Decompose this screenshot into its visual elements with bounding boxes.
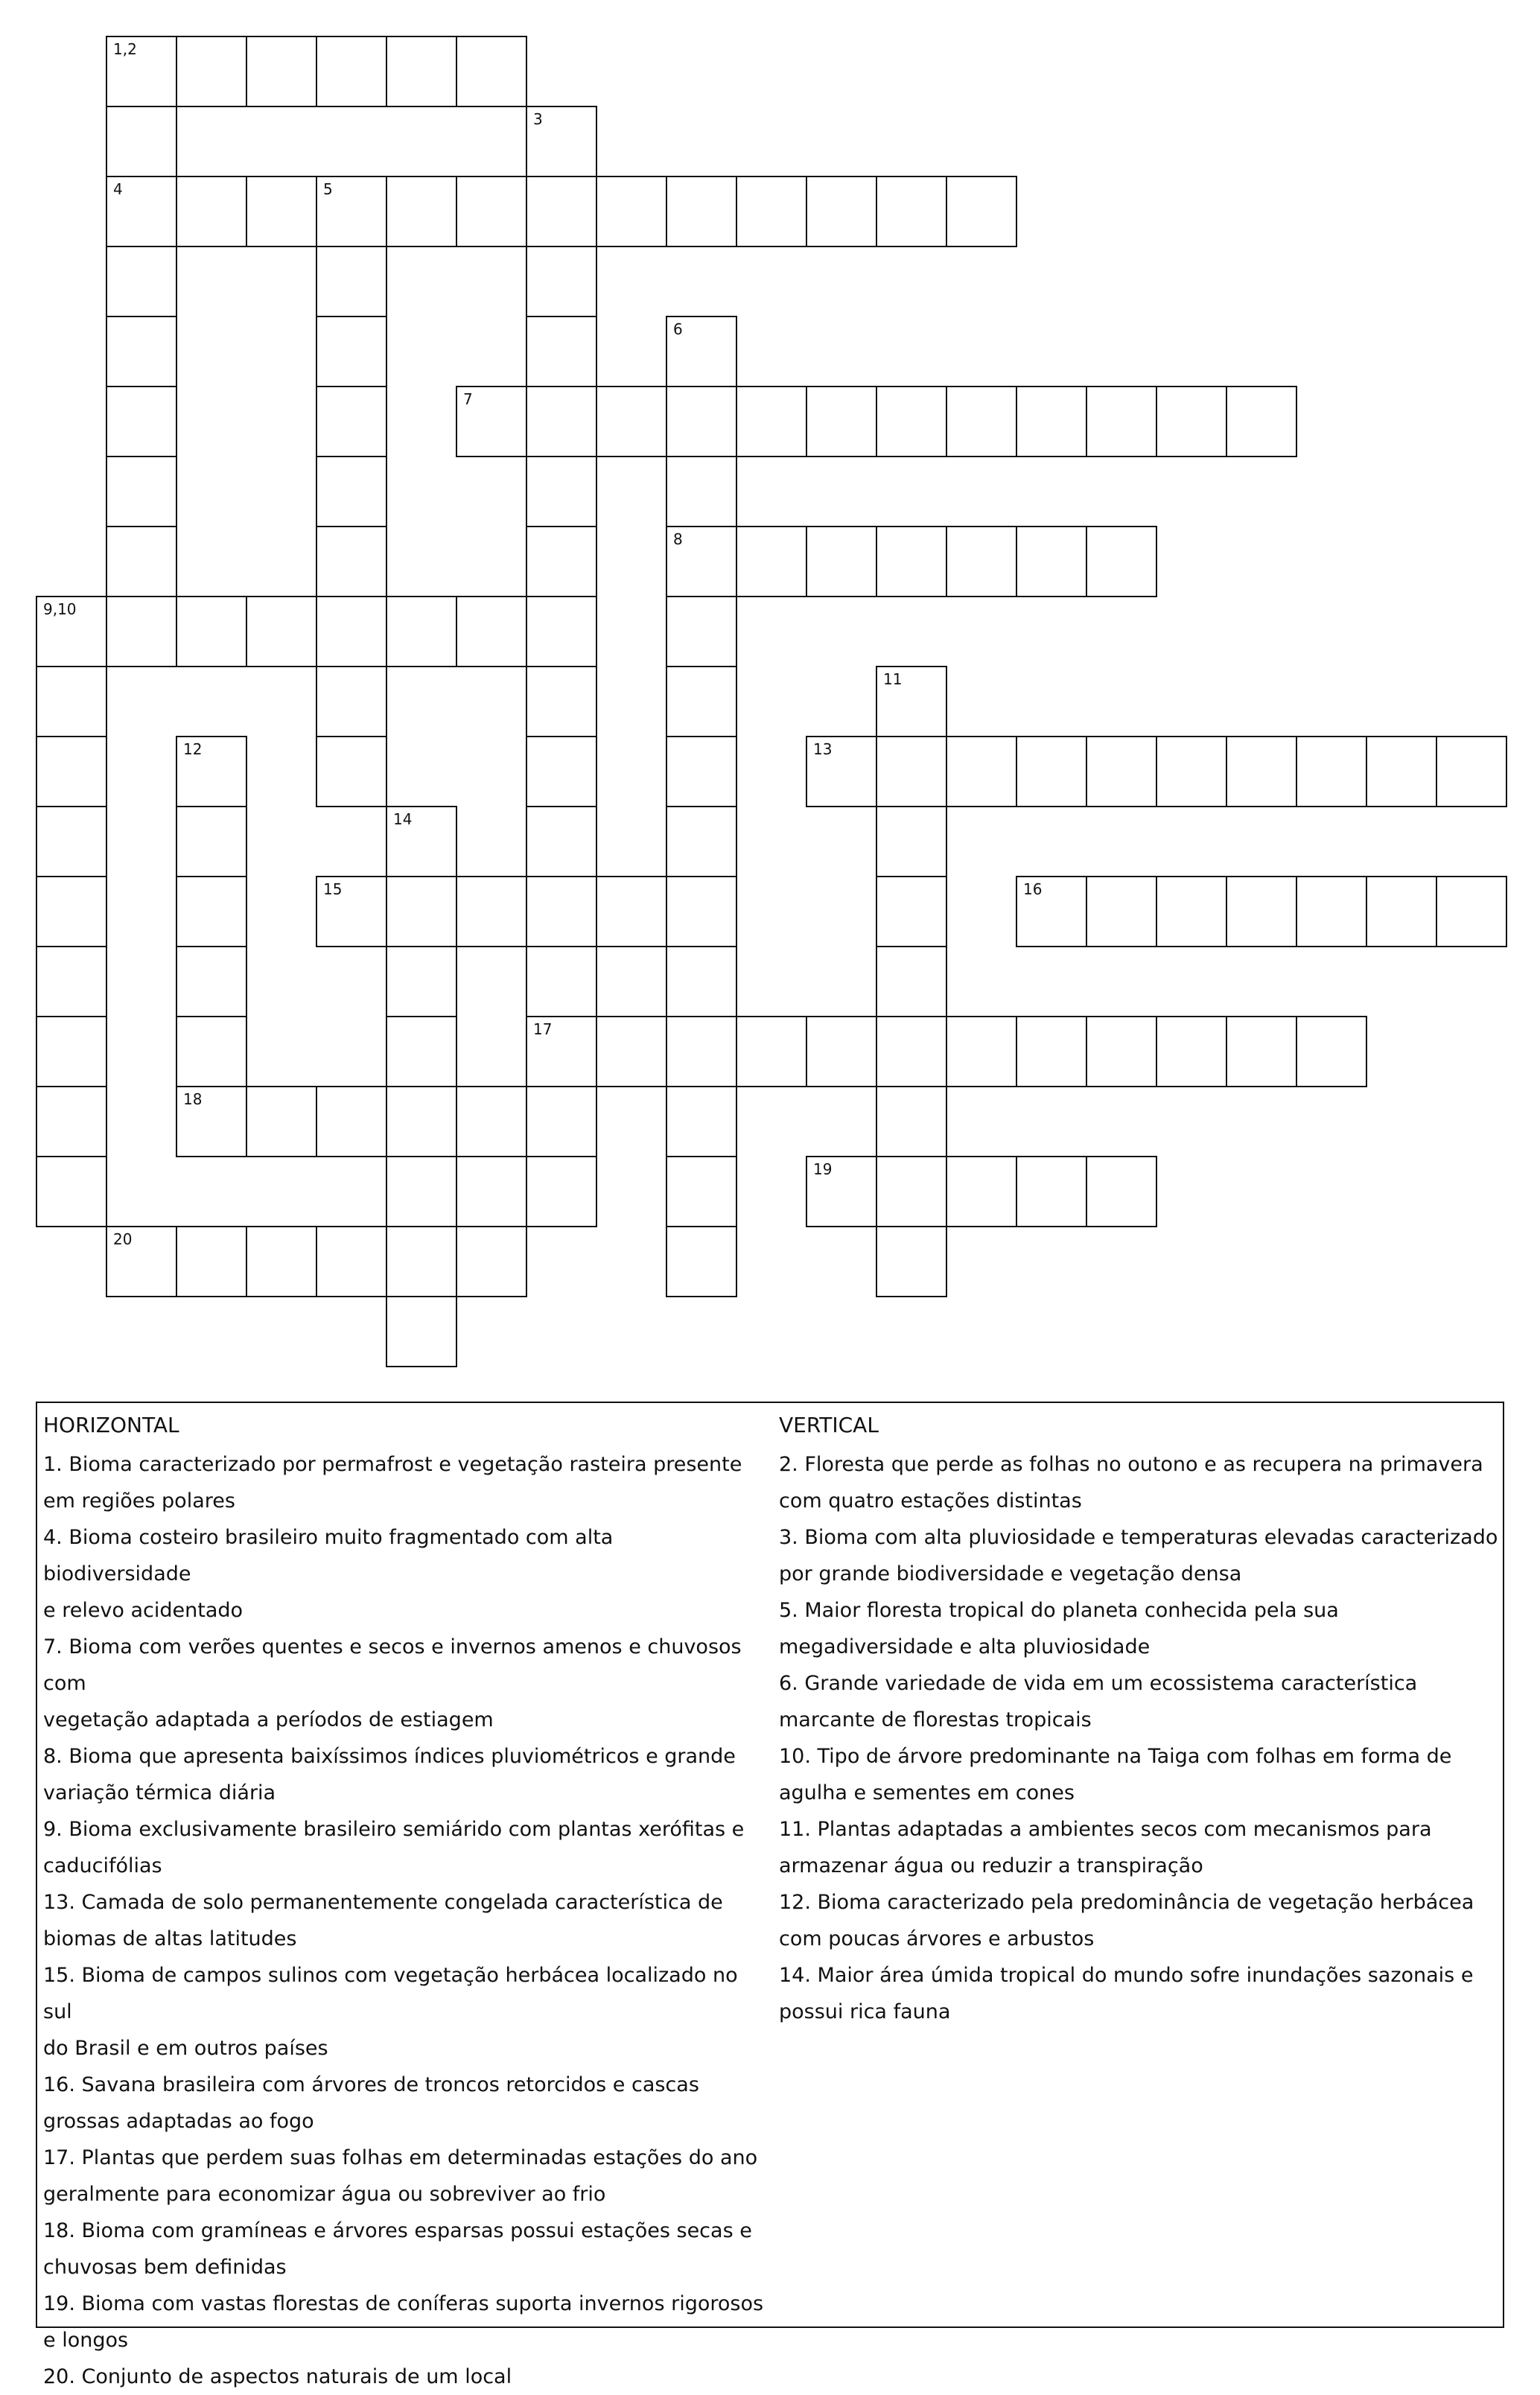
grid-cell[interactable] — [36, 1156, 107, 1227]
clue-number: 3 — [533, 110, 543, 128]
grid-cell[interactable] — [176, 176, 247, 247]
grid-cell[interactable] — [246, 1086, 317, 1157]
grid-cell[interactable] — [1226, 386, 1297, 457]
clue-number: 18 — [183, 1090, 203, 1108]
clue-line: agulha e sementes em cones — [779, 1781, 1075, 1804]
clue-line: 12. Bioma caracterizado pela predominância de vegetação herbácea — [779, 1891, 1474, 1914]
clue-number: 7 — [463, 390, 473, 408]
grid-cell[interactable] — [176, 946, 247, 1017]
grid-cell[interactable] — [316, 36, 387, 107]
vertical-heading: VERTICAL — [779, 1413, 879, 1437]
grid-cell[interactable] — [876, 1226, 947, 1297]
grid-cell[interactable] — [526, 1156, 597, 1227]
clues-box — [36, 1402, 1504, 2388]
grid-cell[interactable] — [456, 596, 527, 667]
grid-cell[interactable] — [316, 316, 387, 387]
grid-cell[interactable] — [316, 176, 387, 247]
grid-cell[interactable] — [36, 946, 107, 1017]
grid-cell[interactable] — [456, 876, 527, 947]
grid-cell[interactable] — [456, 1156, 527, 1227]
grid-cell[interactable] — [666, 456, 737, 527]
clue-number: 1,2 — [113, 40, 137, 58]
clue-line: 16. Savana brasileira com árvores de troncos retorcidos e cascas — [43, 2073, 699, 2096]
grid-cell[interactable] — [596, 176, 667, 247]
clue-line: 14. Maior área úmida tropical do mundo sofre inundações sazonais e — [779, 1964, 1474, 1987]
grid-cell[interactable] — [666, 1226, 737, 1297]
grid-cell[interactable] — [176, 36, 247, 107]
grid-cell[interactable] — [456, 1226, 527, 1297]
grid-cell[interactable] — [736, 176, 807, 247]
grid-cell[interactable] — [1366, 736, 1437, 807]
clue-number: 20 — [113, 1230, 133, 1248]
grid-cell[interactable] — [106, 386, 177, 457]
grid-cell[interactable] — [806, 526, 877, 597]
clue-line: do Brasil e em outros países — [43, 2037, 328, 2060]
clue-line: possui rica fauna — [779, 2000, 951, 2023]
clue-line: 3. Bioma com alta pluviosidade e temperaturas elevadas caracterizado — [779, 1526, 1498, 1549]
grid-cell[interactable] — [1156, 1016, 1227, 1087]
grid-cell[interactable] — [36, 596, 107, 667]
grid-cell[interactable] — [36, 1086, 107, 1157]
clue-line: 18. Bioma com gramíneas e árvores esparsas possui estações secas e — [43, 2219, 752, 2242]
grid-cell[interactable] — [806, 1016, 877, 1087]
grid-cell[interactable] — [176, 1226, 247, 1297]
grid-cell[interactable] — [106, 316, 177, 387]
grid-cell[interactable] — [106, 176, 177, 247]
grid-cell[interactable] — [666, 386, 737, 457]
grid-cell[interactable] — [946, 736, 1017, 807]
clue-line: e relevo acidentado — [43, 1599, 244, 1622]
grid-cell[interactable] — [386, 1226, 457, 1297]
grid-cell[interactable] — [666, 526, 737, 597]
grid-cell[interactable] — [526, 386, 597, 457]
clue-line: 17. Plantas que perdem suas folhas em determinadas estações do ano — [43, 2146, 758, 2169]
clue-number: 8 — [673, 530, 683, 548]
clue-line: marcante de florestas tropicais — [779, 1708, 1092, 1731]
grid-cell[interactable] — [246, 1226, 317, 1297]
grid-cell[interactable] — [316, 1226, 387, 1297]
grid-cell[interactable] — [526, 176, 597, 247]
grid-cell[interactable] — [246, 596, 317, 667]
grid-cell[interactable] — [1366, 876, 1437, 947]
grid-cell[interactable] — [666, 736, 737, 807]
grid-cell[interactable] — [1156, 736, 1227, 807]
grid-cell[interactable] — [386, 806, 457, 877]
grid-cell[interactable] — [316, 1086, 387, 1157]
vertical-clue-list — [779, 1446, 1501, 2030]
grid-cell[interactable] — [1016, 736, 1087, 807]
grid-cell[interactable] — [876, 176, 947, 247]
grid-cell[interactable] — [946, 176, 1017, 247]
grid-cell[interactable] — [666, 1156, 737, 1227]
clue-line: grossas adaptadas ao fogo — [43, 2110, 314, 2133]
clue-line: em regiões polares — [43, 1489, 235, 1513]
grid-cell[interactable] — [526, 946, 597, 1017]
grid-cell[interactable] — [386, 1156, 457, 1227]
grid-cell[interactable] — [106, 246, 177, 317]
clue-number: 4 — [113, 180, 123, 198]
grid-cell[interactable] — [316, 666, 387, 737]
clue-line: vegetação adaptada a períodos de estiagem — [43, 1708, 494, 1731]
clue-number: 9,10 — [43, 600, 77, 618]
grid-cell[interactable] — [526, 106, 597, 177]
grid-cell[interactable] — [666, 1086, 737, 1157]
grid-cell[interactable] — [176, 736, 247, 807]
clue-number: 6 — [673, 320, 683, 338]
clue-line: 10. Tipo de árvore predominante na Taiga com folhas em forma de — [779, 1745, 1452, 1768]
grid-cell[interactable] — [1436, 736, 1507, 807]
grid-cell[interactable] — [316, 736, 387, 807]
grid-cell[interactable] — [1086, 526, 1157, 597]
grid-cell[interactable] — [456, 36, 527, 107]
grid-cell[interactable] — [596, 1016, 667, 1087]
grid-cell[interactable] — [666, 1016, 737, 1087]
grid-cell[interactable] — [106, 36, 177, 107]
grid-cell[interactable] — [106, 106, 177, 177]
grid-cell[interactable] — [316, 526, 387, 597]
vertical-clues-column — [779, 1410, 1501, 2030]
grid-cell[interactable] — [526, 596, 597, 667]
clue-line: por grande biodiversidade e vegetação densa — [779, 1562, 1242, 1585]
grid-cell[interactable] — [1226, 1016, 1297, 1087]
clue-line: variação térmica diária — [43, 1781, 276, 1804]
grid-cell[interactable] — [36, 736, 107, 807]
grid-cell[interactable] — [526, 1086, 597, 1157]
grid-cell[interactable] — [386, 876, 457, 947]
grid-cell[interactable] — [1086, 1016, 1157, 1087]
grid-cell[interactable] — [106, 596, 177, 667]
clue-line: com quatro estações distintas — [779, 1489, 1082, 1513]
grid-cell[interactable] — [526, 526, 597, 597]
grid-cell[interactable] — [806, 386, 877, 457]
grid-cell[interactable] — [876, 666, 947, 737]
grid-cell[interactable] — [876, 736, 947, 807]
grid-cell[interactable] — [526, 1016, 597, 1087]
clue-line: 13. Camada de solo permanentemente congelada característica de — [43, 1891, 723, 1914]
grid-cell[interactable] — [1156, 876, 1227, 947]
grid-cell[interactable] — [36, 806, 107, 877]
grid-cell[interactable] — [246, 36, 317, 107]
clue-line: 9. Bioma exclusivamente brasileiro semiárido com plantas xerófitas e — [43, 1818, 745, 1841]
clue-line: 8. Bioma que apresenta baixíssimos índices pluviométricos e grande — [43, 1745, 736, 1768]
grid-cell[interactable] — [946, 386, 1017, 457]
grid-cell[interactable] — [1156, 386, 1227, 457]
grid-cell[interactable] — [946, 1016, 1017, 1087]
grid-cell[interactable] — [876, 946, 947, 1017]
grid-cell[interactable] — [736, 1016, 807, 1087]
grid-cell[interactable] — [1016, 1156, 1087, 1227]
clue-line: geralmente para economizar água ou sobreviver ao frio — [43, 2183, 606, 2206]
clue-line: 4. Bioma costeiro brasileiro muito fragmentado com alta biodiversidade — [43, 1526, 614, 1585]
grid-cell[interactable] — [456, 1086, 527, 1157]
clue-line: 19. Bioma com vastas florestas de coníferas suporta invernos rigorosos — [43, 2292, 764, 2315]
grid-cell[interactable] — [386, 1296, 457, 1367]
grid-cell[interactable] — [36, 1016, 107, 1087]
clue-number: 16 — [1023, 880, 1043, 898]
grid-cell[interactable] — [526, 456, 597, 527]
clue-line: megadiversidade e alta pluviosidade — [779, 1635, 1151, 1658]
grid-cell[interactable] — [1086, 386, 1157, 457]
grid-cell[interactable] — [106, 1226, 177, 1297]
clue-line: 20. Conjunto de aspectos naturais de um local — [43, 2365, 512, 2388]
grid-cell[interactable] — [876, 526, 947, 597]
clue-number: 15 — [323, 880, 343, 898]
clue-line: caducifólias — [43, 1854, 162, 1877]
clue-number: 19 — [813, 1160, 833, 1178]
clue-number: 17 — [533, 1020, 553, 1038]
horizontal-clue-list — [43, 1446, 766, 2395]
grid-cell[interactable] — [596, 386, 667, 457]
grid-cell[interactable] — [526, 666, 597, 737]
grid-cell[interactable] — [1086, 736, 1157, 807]
grid-cell[interactable] — [1296, 1016, 1367, 1087]
grid-cell[interactable] — [316, 596, 387, 667]
grid-cell[interactable] — [666, 666, 737, 737]
grid-cell[interactable] — [876, 876, 947, 947]
grid-cell[interactable] — [526, 806, 597, 877]
grid-cell[interactable] — [386, 1086, 457, 1157]
clue-number: 11 — [883, 670, 903, 688]
grid-cell[interactable] — [876, 386, 947, 457]
grid-cell[interactable] — [386, 176, 457, 247]
clue-line: 5. Maior floresta tropical do planeta conhecida pela sua — [779, 1599, 1339, 1622]
grid-cell[interactable] — [666, 596, 737, 667]
grid-cell[interactable] — [176, 1086, 247, 1157]
grid-cell[interactable] — [176, 596, 247, 667]
grid-cell[interactable] — [456, 386, 527, 457]
grid-cell[interactable] — [876, 1016, 947, 1087]
grid-cell[interactable] — [736, 386, 807, 457]
grid-cell[interactable] — [106, 526, 177, 597]
clue-line: e longos — [43, 2329, 129, 2352]
clue-line: 1. Bioma caracterizado por permafrost e vegetação rasteira presente — [43, 1453, 742, 1476]
grid-cell[interactable] — [1296, 736, 1367, 807]
grid-cell[interactable] — [176, 806, 247, 877]
grid-cell[interactable] — [106, 456, 177, 527]
grid-cell[interactable] — [1086, 876, 1157, 947]
grid-cell[interactable] — [316, 246, 387, 317]
clue-number: 14 — [393, 810, 413, 828]
grid-cell[interactable] — [316, 456, 387, 527]
clue-line: 7. Bioma com verões quentes e secos e invernos amenos e chuvosos com — [43, 1635, 742, 1695]
grid-cell[interactable] — [176, 1016, 247, 1087]
clue-line: armazenar água ou reduzir a transpiração — [779, 1854, 1203, 1877]
clue-line: chuvosas bem definidas — [43, 2256, 287, 2279]
grid-cell[interactable] — [1226, 876, 1297, 947]
grid-cell[interactable] — [1016, 1016, 1087, 1087]
clue-line: 11. Plantas adaptadas a ambientes secos com mecanismos para — [779, 1818, 1432, 1841]
grid-cell[interactable] — [526, 316, 597, 387]
grid-cell[interactable] — [596, 876, 667, 947]
horizontal-heading: HORIZONTAL — [43, 1413, 179, 1437]
grid-cell[interactable] — [246, 176, 317, 247]
grid-cell[interactable] — [806, 1156, 877, 1227]
clue-line: 2. Floresta que perde as folhas no outono e as recupera na primavera — [779, 1453, 1483, 1476]
clue-line: 6. Grande variedade de vida em um ecossistema característica — [779, 1672, 1418, 1695]
grid-cell[interactable] — [1016, 386, 1087, 457]
grid-cell[interactable] — [1226, 736, 1297, 807]
grid-cell[interactable] — [1016, 876, 1087, 947]
grid-cell[interactable] — [666, 806, 737, 877]
grid-cell[interactable] — [456, 176, 527, 247]
grid-cell[interactable] — [36, 876, 107, 947]
grid-cell[interactable] — [526, 246, 597, 317]
grid-cell[interactable] — [946, 526, 1017, 597]
grid-cell[interactable] — [1436, 876, 1507, 947]
grid-cell[interactable] — [316, 386, 387, 457]
grid-cell[interactable] — [666, 176, 737, 247]
clue-line: com poucas árvores e arbustos — [779, 1927, 1095, 1950]
grid-cell[interactable] — [1086, 1156, 1157, 1227]
grid-cell[interactable] — [386, 596, 457, 667]
grid-cell[interactable] — [36, 666, 107, 737]
grid-cell[interactable] — [316, 876, 387, 947]
grid-cell[interactable] — [1016, 526, 1087, 597]
grid-cell[interactable] — [876, 806, 947, 877]
grid-cell[interactable] — [666, 946, 737, 1017]
grid-cell[interactable] — [1296, 876, 1367, 947]
clue-number: 5 — [323, 180, 333, 198]
grid-cell[interactable] — [736, 526, 807, 597]
grid-cell[interactable] — [946, 1156, 1017, 1227]
grid-cell[interactable] — [666, 316, 737, 387]
clue-line: 15. Bioma de campos sulinos com vegetação herbácea localizado no sul — [43, 1964, 738, 2023]
grid-cell[interactable] — [876, 1086, 947, 1157]
grid-cell[interactable] — [806, 176, 877, 247]
clue-number: 13 — [813, 740, 833, 758]
grid-cell[interactable] — [386, 946, 457, 1017]
grid-cell[interactable] — [526, 876, 597, 947]
clue-number: 12 — [183, 740, 203, 758]
grid-cell[interactable] — [876, 1156, 947, 1227]
horizontal-clues-column — [43, 1410, 766, 2395]
grid-cell[interactable] — [176, 876, 247, 947]
grid-cell[interactable] — [526, 736, 597, 807]
clue-line: biomas de altas latitudes — [43, 1927, 297, 1950]
grid-cell[interactable] — [806, 736, 877, 807]
grid-cell[interactable] — [386, 36, 457, 107]
grid-cell[interactable] — [666, 876, 737, 947]
grid-cell[interactable] — [386, 1016, 457, 1087]
